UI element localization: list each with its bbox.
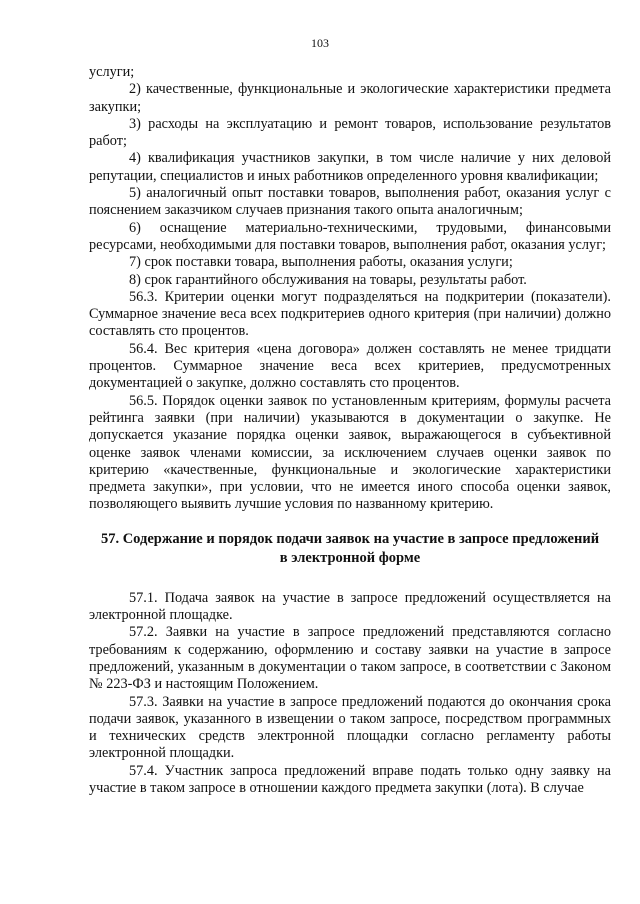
paragraph: 8) срок гарантийного обслуживания на товары, результаты работ. (129, 271, 527, 288)
paragraph: 56.4. Вес критерия «цена договора» должен составлять не менее тридцати процентов. Суммарное значение веса всех критериев, предусмотренных документацией о закупке, должно составлять сто процентов. (89, 340, 611, 392)
paragraph: 2) качественные, функциональные и экологические характеристики предмета закупки; (89, 81, 611, 115)
paragraph: услуги; (89, 64, 135, 80)
section-heading: 57. Содержание и порядок подачи заявок на участие в запросе предложений в электронной форме (100, 530, 600, 566)
paragraph: 57.2. Заявки на участие в запросе предложений представляются согласно требованиям к содержанию, оформлению и составу заявки на участие в запросе предложений, указанным в документации о таком запросе, в соответствии с Законом № 223-ФЗ и настоящим Положением. (89, 624, 611, 693)
page-number: 103 (311, 36, 329, 50)
paragraph: 4) квалификация участников закупки, в том числе наличие у них деловой репутации, специалистов и иных работников определенного уровня квалификации; (89, 150, 611, 184)
paragraph: 5) аналогичный опыт поставки товаров, выполнения работ, оказания услуг с пояснением заказчиком случаев признания такого опыта аналогичным; (89, 185, 611, 219)
document-body (89, 64, 611, 797)
paragraph: 7) срок поставки товара, выполнения работы, оказания услуги; (129, 254, 513, 271)
paragraph: 56.5. Порядок оценки заявок по установленным критериям, формулы расчета рейтинга заявки (при наличии) указываются в документации о закупке. Не допускается указание порядка оценки заявок, выражающегося в субъективной оценке заявок членами комиссии, за исключением случаев оценки заявок по критерию «качественные, функциональные и экологические характеристики предмета закупки», при условии, что не имеется иного способа оценки заявок, позволяющего выявить лучшие условия по названному критерию. (89, 392, 611, 513)
paragraph: 56.3. Критерии оценки могут подразделяться на подкритерии (показатели). Суммарное значение веса всех подкритериев одного критерия (при наличии) должно составлять сто процентов. (89, 288, 611, 340)
paragraph: 57.1. Подача заявок на участие в запросе предложений осуществляется на электронной площадке. (89, 589, 611, 624)
paragraph: 57.4. Участник запроса предложений вправе подать только одну заявку на участие в таком запросе в отношении каждого предмета закупки (лота). В случае (89, 762, 611, 796)
paragraph: 3) расходы на эксплуатацию и ремонт товаров, использование результатов работ; (89, 115, 611, 150)
paragraph: 57.3. Заявки на участие в запросе предложений подаются до окончания срока подачи заявок, указанного в извещении о таком запросе, посредством программных и технических средств электронной площадки согласно регламенту работы электронной площадки. (89, 693, 611, 762)
paragraph: 6) оснащение материально-техническими, трудовыми, финансовыми ресурсами, необходимыми для поставки товаров, выполнения работ, оказания услуг; (89, 219, 611, 253)
